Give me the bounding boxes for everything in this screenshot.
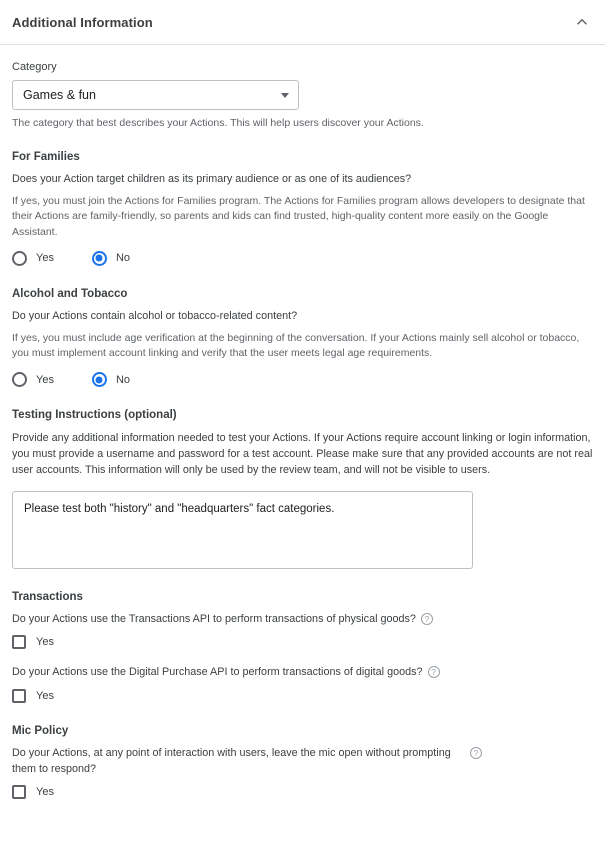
transactions-digital-question-text: Do your Actions use the Digital Purchase API to perform transactions of digital goods? — [12, 666, 423, 679]
transactions-section — [12, 591, 593, 703]
transactions-physical-checkbox-label: Yes — [36, 636, 54, 649]
for-families-radio-no-label: No — [115, 252, 131, 265]
testing-instructions-description: Provide any additional information needed to test your Actions. If your Actions require account linking or login information, you must provide a username and password for a test account. Please make sure that any provided accounts are not real user accounts. This information will only be used by the review team, and will not be visible to users. — [12, 432, 593, 477]
checkbox-icon[interactable] — [12, 635, 26, 649]
alcohol-tobacco-question: Do your Actions contain alcohol or tobacco-related content? — [12, 309, 298, 322]
mic-policy-checkbox-label: Yes — [36, 786, 54, 799]
testing-instructions-heading: Testing Instructions (optional) — [12, 409, 177, 422]
for-families-radio-yes-label: Yes — [36, 252, 54, 265]
alcohol-tobacco-radio-no[interactable] — [92, 372, 130, 387]
panel-content — [0, 61, 605, 799]
category-select[interactable] — [12, 80, 299, 110]
for-families-radio-no[interactable] — [92, 251, 130, 266]
chevron-down-icon — [281, 93, 289, 98]
category-label: Category — [12, 61, 57, 73]
alcohol-tobacco-description: If yes, you must include age verification at the beginning of the conversation. If your Actions mainly sell alcohol or tobacco, you must implement account linking and verify that the user meets legal age requirements. — [12, 331, 580, 360]
transactions-digital-question — [12, 665, 593, 681]
transactions-physical-question — [12, 612, 593, 628]
radio-icon — [12, 372, 27, 387]
for-families-radio-group — [12, 251, 593, 266]
panel-header — [0, 0, 605, 45]
mic-policy-heading: Mic Policy — [12, 724, 69, 737]
mic-policy-section — [12, 725, 593, 799]
radio-icon — [12, 251, 27, 266]
alcohol-tobacco-radio-yes[interactable] — [12, 372, 54, 387]
transactions-heading: Transactions — [12, 590, 83, 603]
checkbox-icon[interactable] — [12, 785, 26, 799]
for-families-heading: For Families — [12, 151, 80, 163]
mic-policy-question-text: Do your Actions, at any point of interaction with users, leave the mic open without prompting them to respond? — [12, 746, 451, 775]
alcohol-tobacco-radio-no-label: No — [115, 373, 131, 386]
testing-instructions-section — [12, 409, 593, 569]
for-families-section — [12, 151, 593, 266]
help-icon[interactable]: ? — [470, 747, 482, 759]
chevron-up-icon[interactable] — [573, 13, 591, 31]
category-field — [12, 61, 593, 129]
help-icon[interactable]: ? — [428, 666, 440, 678]
for-families-description: If yes, you must join the Actions for Families program. The Actions for Families program allows developers to designate that their Actions are family-friendly, so parents and kids can find trusted, high-quality content more easily on the Google Assistant. — [12, 194, 585, 239]
help-icon[interactable]: ? — [421, 613, 433, 625]
category-select-value: Games & fun — [23, 88, 96, 102]
mic-policy-checkbox-row[interactable] — [12, 785, 593, 799]
radio-icon-selected — [92, 372, 107, 387]
for-families-question: Does your Action target children as its primary audience or as one of its audiences? — [12, 173, 412, 185]
alcohol-tobacco-radio-group — [12, 372, 593, 387]
mic-policy-question — [12, 746, 482, 777]
for-families-radio-yes[interactable] — [12, 251, 54, 266]
transactions-digital-checkbox-label: Yes — [36, 689, 54, 702]
transactions-physical-question-text: Do your Actions use the Transactions API to perform transactions of physical goods? — [12, 612, 416, 625]
category-helper-text: The category that best describes your Actions. This will help users discover your Actions. — [12, 117, 424, 129]
alcohol-tobacco-section — [12, 288, 593, 387]
checkbox-icon[interactable] — [12, 689, 26, 703]
transactions-digital-checkbox-row[interactable] — [12, 689, 593, 703]
alcohol-tobacco-heading: Alcohol and Tobacco — [12, 287, 128, 300]
transactions-physical-checkbox-row[interactable] — [12, 635, 593, 649]
alcohol-tobacco-radio-yes-label: Yes — [36, 373, 54, 386]
radio-icon-selected — [92, 251, 107, 266]
testing-instructions-input[interactable]: Please test both "history" and "headquarters" fact categories. — [12, 491, 473, 569]
page-title: Additional Information — [12, 14, 153, 30]
